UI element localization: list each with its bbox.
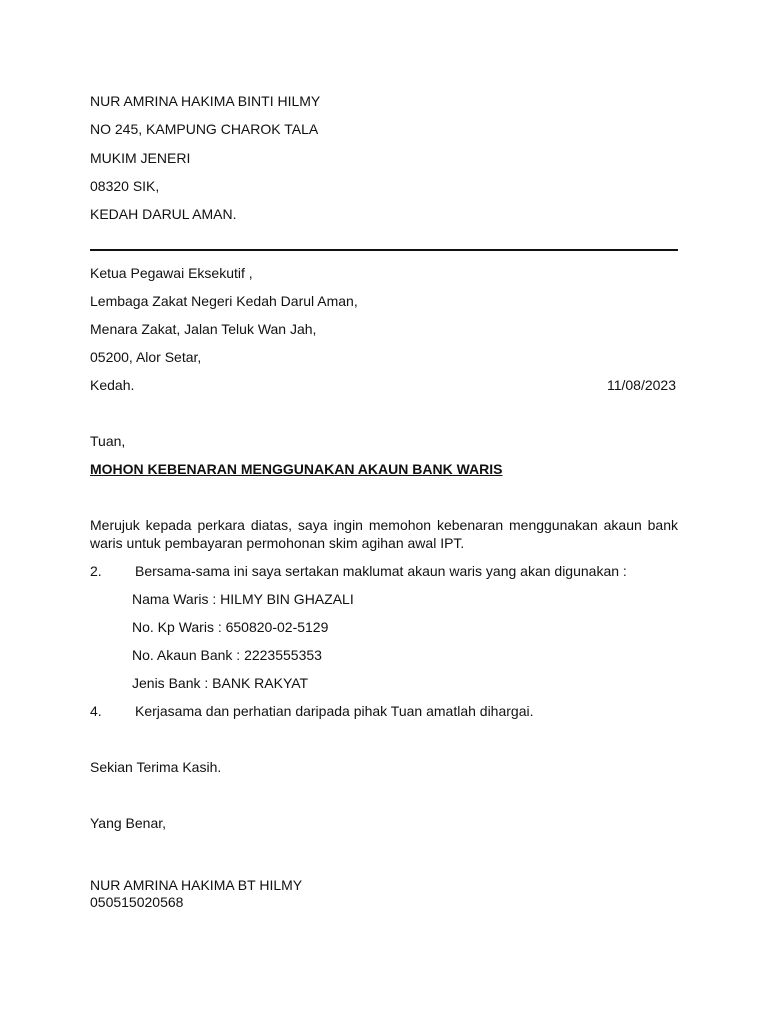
header-divider bbox=[90, 249, 678, 251]
detail-no-akaun-bank: No. Akaun Bank : 2223555353 bbox=[132, 647, 322, 663]
letter-subject: MOHON KEBENARAN MENGGUNAKAN AKAUN BANK WARIS bbox=[90, 461, 503, 477]
recipient-line-1: Ketua Pegawai Eksekutif , bbox=[90, 265, 253, 281]
sender-address-line-2: MUKIM JENERI bbox=[90, 150, 191, 166]
item-4-number: 4. bbox=[90, 703, 102, 719]
intro-line-2: waris untuk pembayaran permohonan skim agihan awal IPT. bbox=[90, 535, 465, 551]
signatory-id: 050515020568 bbox=[90, 894, 184, 910]
recipient-line-4: 05200, Alor Setar, bbox=[90, 349, 202, 365]
item-2-text: Bersama-sama ini saya sertakan maklumat akaun waris yang akan digunakan : bbox=[135, 563, 627, 579]
salutation: Tuan, bbox=[90, 433, 126, 449]
intro-line-1: Merujuk kepada perkara diatas, saya ingin memohon kebenaran menggunakan akaun bank bbox=[90, 517, 678, 533]
item-2-number: 2. bbox=[90, 563, 102, 579]
detail-no-kp-waris: No. Kp Waris : 650820-02-5129 bbox=[132, 619, 329, 635]
intro-paragraph bbox=[90, 516, 678, 552]
sender-name: NUR AMRINA HAKIMA BINTI HILMY bbox=[90, 93, 321, 109]
closing-sign-off: Yang Benar, bbox=[90, 815, 167, 831]
detail-jenis-bank: Jenis Bank : BANK RAKYAT bbox=[132, 675, 309, 691]
recipient-line-5: Kedah. bbox=[90, 377, 135, 393]
item-4-text: Kerjasama dan perhatian daripada pihak Tuan amatlah dihargai. bbox=[135, 703, 534, 719]
sender-address-line-3: 08320 SIK, bbox=[90, 178, 160, 194]
sender-address-line-4: KEDAH DARUL AMAN. bbox=[90, 206, 237, 222]
recipient-line-2: Lembaga Zakat Negeri Kedah Darul Aman, bbox=[90, 293, 358, 309]
detail-nama-waris: Nama Waris : HILMY BIN GHAZALI bbox=[132, 591, 354, 607]
sender-address-line-1: NO 245, KAMPUNG CHAROK TALA bbox=[90, 121, 319, 137]
recipient-line-3: Menara Zakat, Jalan Teluk Wan Jah, bbox=[90, 321, 317, 337]
letter-date: 11/08/2023 bbox=[606, 377, 676, 393]
signatory-name: NUR AMRINA HAKIMA BT HILMY bbox=[90, 877, 303, 893]
closing-thanks: Sekian Terima Kasih. bbox=[90, 759, 222, 775]
